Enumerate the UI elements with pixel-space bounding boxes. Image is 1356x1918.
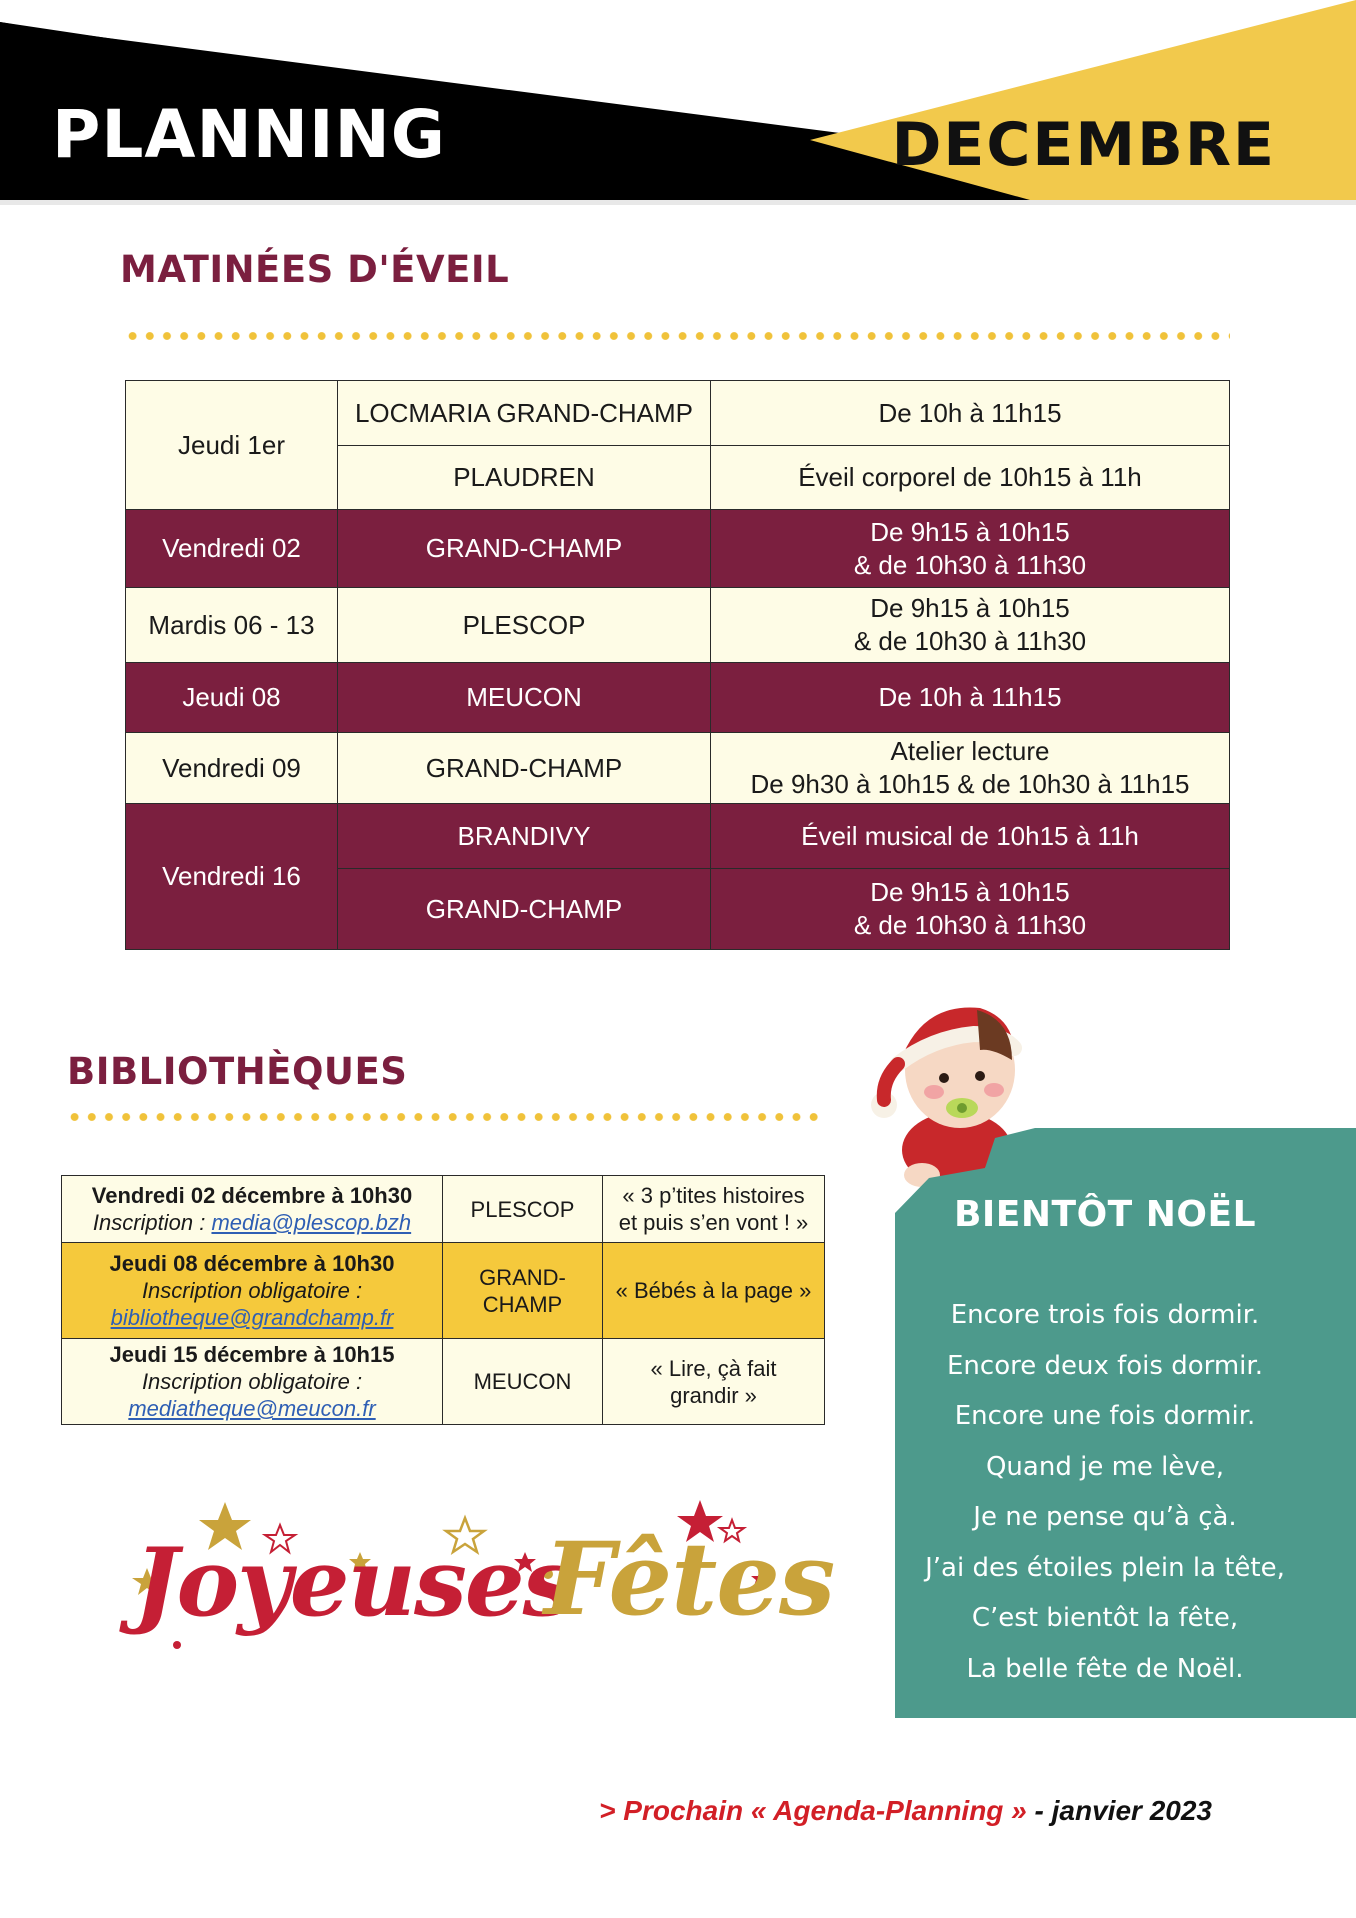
matinees-table <box>125 380 1230 950</box>
poem-line: Encore deux fois dormir. <box>947 1350 1263 1381</box>
table-cell-place: GRAND-CHAMP <box>338 733 711 804</box>
time-line-2: & de 10h30 à 11h30 <box>853 626 1087 656</box>
joyeuses-fetes-illustration <box>120 1490 835 1690</box>
table-cell-day: Mardis 06 - 13 <box>126 588 338 663</box>
bibliotheques-table <box>61 1175 825 1425</box>
joyeuses-word: Joyeuses <box>134 1528 574 1638</box>
table-row <box>126 510 1230 588</box>
table-cell-place <box>443 1243 603 1339</box>
footer-prefix: > Prochain « Agenda-Planning » <box>599 1795 1027 1826</box>
table-cell-day: Jeudi 1er <box>126 381 338 510</box>
table-row <box>126 804 1230 869</box>
matinees-title: MATINÉES D'ÉVEIL <box>120 248 510 291</box>
table-cell-time <box>711 588 1230 663</box>
table-cell-date <box>62 1176 443 1243</box>
table-row <box>62 1243 825 1339</box>
table-cell-day: Vendredi 09 <box>126 733 338 804</box>
table-cell-day: Vendredi 02 <box>126 510 338 588</box>
table-cell-place: MEUCON <box>338 663 711 733</box>
table-cell-time: De 10h à 11h15 <box>711 381 1230 446</box>
poem-line: Je ne pense qu’à çà. <box>973 1502 1237 1532</box>
table-cell-time <box>711 510 1230 588</box>
fetes-word: Fêtes <box>544 1520 835 1638</box>
table-cell-place: GRAND-CHAMP <box>338 510 711 588</box>
table-row <box>126 733 1230 804</box>
event-line-2: grandir » <box>670 1382 757 1408</box>
table-cell-day: Jeudi 08 <box>126 663 338 733</box>
poem-line: J’ai des étoiles plein la tête, <box>925 1552 1285 1583</box>
event-date: Jeudi 15 décembre à 10h15 <box>109 1342 395 1367</box>
event-line-1: « Lire, çà fait <box>650 1355 777 1381</box>
table-cell-place: PLESCOP <box>443 1176 603 1243</box>
place-line-1: GRAND- <box>479 1264 566 1290</box>
page-header <box>0 0 1356 210</box>
bientot-noel-panel <box>895 1128 1356 1718</box>
table-cell-place: MEUCON <box>443 1339 603 1425</box>
noel-poem <box>895 1290 1315 1694</box>
table-cell-time: Éveil corporel de 10h15 à 11h <box>711 446 1230 510</box>
place-line-2: CHAMP <box>482 1291 563 1317</box>
registration-line <box>68 1209 436 1236</box>
event-line-2: et puis s’en vont ! » <box>618 1210 809 1235</box>
poem-line: La belle fête de Noël. <box>966 1653 1244 1684</box>
email-link-grandchamp[interactable]: bibliotheque@grandchamp.fr <box>110 1305 394 1330</box>
footer-next-agenda <box>599 1795 1212 1827</box>
table-cell-event <box>603 1176 825 1243</box>
event-date: Vendredi 02 décembre à 10h30 <box>91 1183 413 1208</box>
table-cell-time <box>711 869 1230 950</box>
email-link-meucon[interactable]: mediatheque@meucon.fr <box>128 1396 376 1421</box>
header-title-month: DECEMBRE <box>891 110 1276 180</box>
registration-label: Inscription : <box>92 1210 212 1235</box>
matinees-dotted-divider <box>124 331 1230 341</box>
footer-suffix: - janvier 2023 <box>1026 1795 1212 1826</box>
table-cell-date <box>62 1243 443 1339</box>
time-line-1: De 9h15 à 10h15 <box>870 593 1070 623</box>
table-cell-time <box>711 733 1230 804</box>
time-line-1: De 9h15 à 10h15 <box>870 516 1070 547</box>
email-link-plescop[interactable]: media@plescop.bzh <box>211 1210 412 1235</box>
poem-line: Quand je me lève, <box>985 1451 1225 1482</box>
bibliotheques-dotted-divider <box>66 1112 820 1122</box>
registration-label: Inscription obligatoire : <box>141 1369 363 1394</box>
table-row <box>62 1339 825 1425</box>
table-row <box>126 588 1230 663</box>
time-line-2: & de 10h30 à 11h30 <box>853 549 1087 580</box>
table-cell-time: Éveil musical de 10h15 à 11h <box>711 804 1230 869</box>
poem-line: Encore trois fois dormir. <box>950 1300 1260 1330</box>
table-cell-event: « Bébés à la page » <box>603 1243 825 1339</box>
header-title-planning: PLANNING <box>52 96 446 173</box>
poem-line: Encore une fois dormir. <box>954 1401 1256 1431</box>
table-cell-place: GRAND-CHAMP <box>338 869 711 950</box>
table-cell-date <box>62 1339 443 1425</box>
time-line-1: Atelier lecture <box>890 736 1050 766</box>
event-line-1: « 3 p’tites histoires <box>622 1183 805 1208</box>
event-date: Jeudi 08 décembre à 10h30 <box>109 1251 395 1276</box>
time-line-1: De 9h15 à 10h15 <box>870 877 1070 907</box>
noel-title: BIENTÔT NOËL <box>953 1194 1257 1235</box>
table-cell-day: Vendredi 16 <box>126 804 338 950</box>
bibliotheques-title: BIBLIOTHÈQUES <box>67 1050 408 1093</box>
table-row <box>126 663 1230 733</box>
table-cell-place: BRANDIVY <box>338 804 711 869</box>
table-cell-event <box>603 1339 825 1425</box>
table-row <box>62 1176 825 1243</box>
table-cell-place: PLAUDREN <box>338 446 711 510</box>
table-cell-place: LOCMARIA GRAND-CHAMP <box>338 381 711 446</box>
table-row <box>126 381 1230 446</box>
table-cell-time: De 10h à 11h15 <box>711 663 1230 733</box>
registration-label: Inscription obligatoire : <box>141 1278 363 1303</box>
time-line-2: De 9h30 à 10h15 & de 10h30 à 11h15 <box>750 769 1190 799</box>
table-cell-place: PLESCOP <box>338 588 711 663</box>
poem-line: C’est bientôt la fête, <box>971 1603 1239 1633</box>
time-line-2: & de 10h30 à 11h30 <box>853 910 1087 940</box>
